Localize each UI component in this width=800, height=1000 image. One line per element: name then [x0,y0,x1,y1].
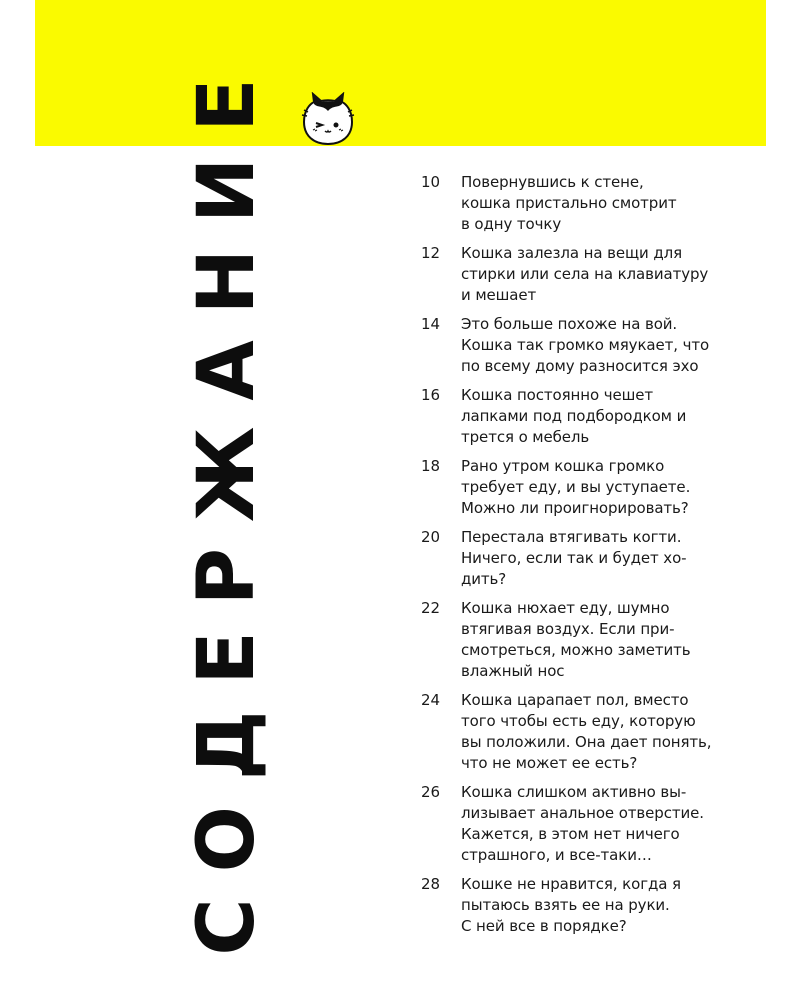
toc-page-number: 16 [421,386,441,404]
toc-page-number: 26 [421,783,441,801]
toc-entry-title: Кошка слишком активно вы- лизывает анальное отверстие. Кажется, в этом нет ничего страшного, и все-таки… [461,783,704,864]
toc-entry [421,172,721,235]
toc-entry-title: Кошка нюхает еду, шумно втягивая воздух. Если при- смотреться, можно заметить влажный нос [461,599,691,680]
toc-entry-title: Кошка залезла на вещи для стирки или села на клавиатуру и мешает [461,244,709,304]
toc-entry [421,690,721,774]
yellow-header-band [35,0,766,146]
toc-page-number: 14 [421,315,441,333]
toc-page-number: 18 [421,457,441,475]
toc-entry [421,456,721,519]
toc-page-number: 24 [421,691,441,709]
toc-page-number: 12 [421,244,441,262]
cat-face-icon [296,92,360,148]
toc-page-number: 28 [421,875,441,893]
toc-entry-title: Кошке не нравится, когда я пытаюсь взять ее на руки. С ней все в порядке? [461,875,681,935]
toc-entry [421,782,721,866]
toc-entry-title: Повернувшись к стене, кошка пристально смотрит в одну точку [461,173,677,233]
toc-entry-title: Перестала втягивать когти. Ничего, если так и будет хо- дить? [461,528,687,588]
toc-page-number: 22 [421,599,441,617]
toc-entry-title: Кошка постоянно чешет лапками под подбородком и трется о мебель [461,386,687,446]
toc-entry [421,314,721,377]
toc-entry [421,874,721,937]
toc-entry [421,598,721,682]
toc-entry-title: Это больше похоже на вой. Кошка так громко мяукает, что по всему дому разносится эхо [461,315,710,375]
toc-page-number: 20 [421,528,441,546]
toc-entry-title: Кошка царапает пол, вместо того чтобы есть еду, которую вы положили. Она дает понять, что не может ее есть? [461,691,712,772]
page-title: СОДЕРЖАНИЕ [182,52,272,956]
toc-page-number: 10 [421,173,441,191]
toc-entry-title: Рано утром кошка громко требует еду, и вы уступаете. Можно ли проигнорировать? [461,457,691,517]
toc-entry [421,527,721,590]
table-of-contents [421,172,721,945]
toc-entry [421,385,721,448]
toc-entry [421,243,721,306]
